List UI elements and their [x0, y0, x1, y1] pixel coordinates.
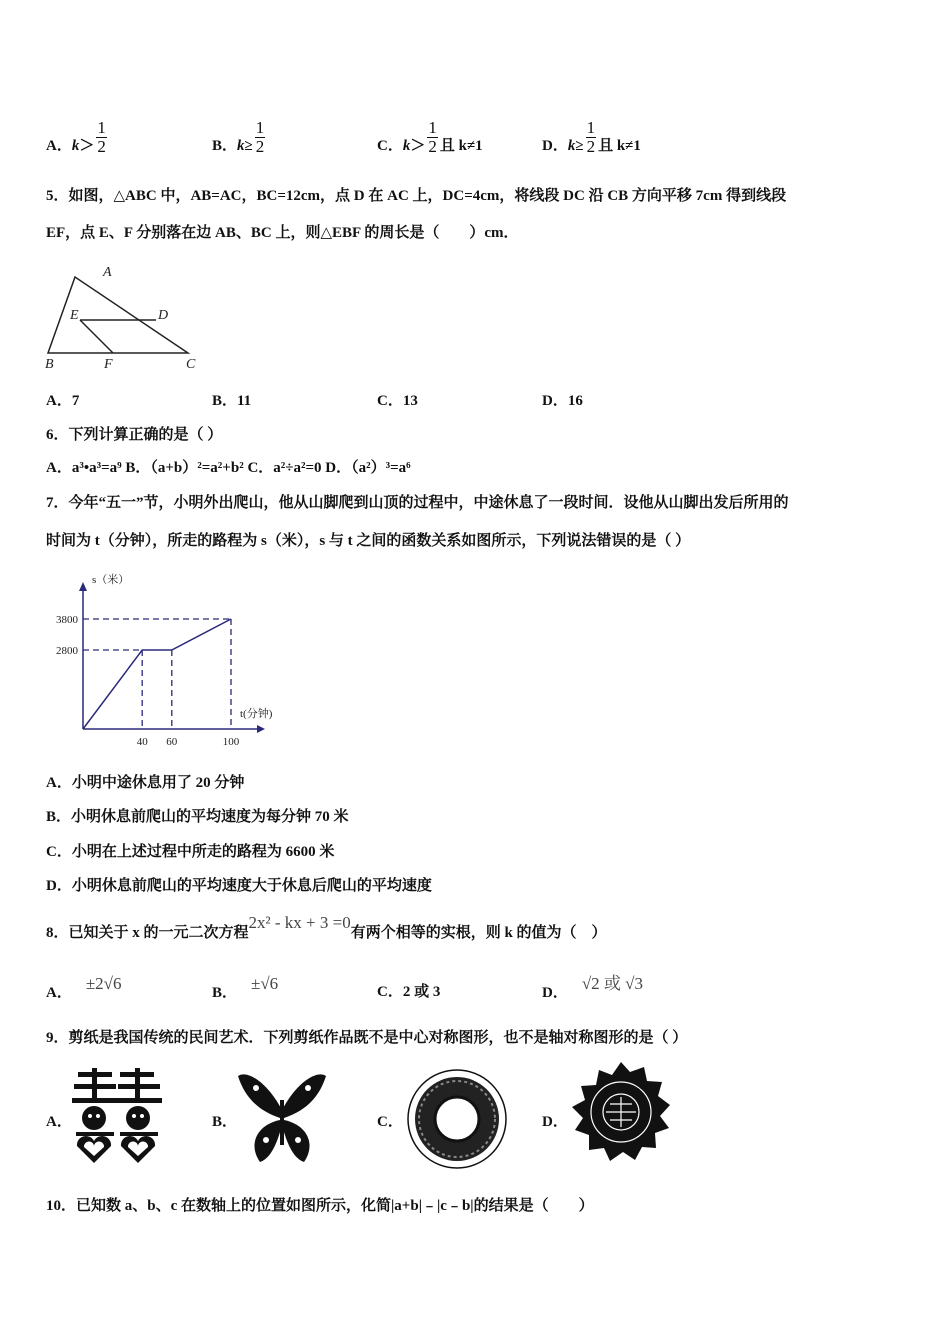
denominator: 2 [586, 137, 596, 156]
q7-option-d: D．小明休息前爬山的平均速度大于休息后爬山的平均速度 [46, 878, 432, 894]
q5-option-c: C．13 [377, 393, 418, 409]
numerator: 1 [255, 118, 265, 137]
q7-stem-line2: 时间为 t（分钟），所走的路程为 s（米），s 与 t 之间的函数关系如图所示，下列说法错误的是（ ） [46, 533, 691, 549]
double-happiness-papercut-image [72, 1068, 162, 1166]
q9-option-c: C． [377, 1114, 403, 1130]
q7-stem-line1: 7．今年“五一”节，小明外出爬山，他从山脚爬到山顶的过程中，中途休息了一段时间．设他从山脚出发后所用的 [46, 495, 789, 511]
variable-k: k [567, 137, 576, 154]
q4-option-c [377, 118, 483, 165]
condition: 且 k≠1 [598, 137, 641, 154]
option-letter: D． [542, 137, 568, 154]
option-letter: A． [46, 985, 72, 1001]
option-letter: C． [377, 137, 403, 154]
x-tick-label: 60 [166, 736, 178, 748]
option-letter: A． [46, 137, 72, 154]
y-axis-arrow [79, 582, 87, 591]
q4-option-d [542, 118, 641, 165]
q8-stem-b: 有两个相等的实根，则 k 的值为（ ） [350, 925, 607, 941]
label-f: F [104, 357, 113, 372]
label-b: B [45, 357, 54, 372]
q6-options: A．a³•a³=a⁹ B．（a+b）²=a²+b² C．a²÷a²=0 D．（a²）³=a⁶ [46, 460, 411, 476]
option-value: 2 或 3 [402, 984, 441, 1000]
denominator: 2 [97, 137, 106, 156]
label-a: A [103, 265, 112, 280]
x-axis-label: t(分钟) [240, 708, 273, 720]
y-tick-label: 2800 [56, 645, 78, 657]
q7-option-b: B．小明休息前爬山的平均速度为每分钟 70 米 [46, 809, 349, 825]
variable-k: k [402, 137, 411, 154]
operator: ≥ [575, 137, 584, 154]
q5-option-d: D．16 [542, 393, 583, 409]
butterfly-papercut-image [236, 1070, 328, 1166]
label-c: C [186, 357, 196, 372]
q8-stem-a: 8．已知关于 x 的一元二次方程 [46, 925, 249, 941]
q8-stem [46, 913, 607, 942]
q10-stem: 10．已知数 a、b、c 在数轴上的位置如图所示，化简|a+b|﹣|c﹣b|的结果是（ ） [46, 1198, 594, 1214]
x-axis-arrow [257, 725, 265, 733]
q5-option-b: B．11 [212, 393, 252, 409]
option-letter: B． [212, 985, 238, 1001]
numerator: 1 [97, 118, 106, 137]
q8-option-a [46, 974, 122, 1002]
operator: ＞ [79, 137, 95, 154]
q5-stem-line1: 5．如图，△ABC 中，AB=AC，BC=12cm，点 D 在 AC 上，DC=4cm，将线段 DC 沿 CB 方向平移 7cm 得到线段 [46, 188, 787, 204]
fraction-one-half [586, 119, 597, 156]
option-value: √2 或 √3 [581, 974, 644, 993]
fraction-one-half [427, 119, 438, 156]
x-tick-label: 40 [136, 736, 148, 748]
variable-k: k [237, 137, 245, 154]
y-tick-label: 3800 [56, 614, 78, 626]
numerator: 1 [428, 118, 437, 137]
series-line [83, 619, 231, 729]
operator: ＞ [410, 137, 426, 154]
option-letter: B． [212, 137, 238, 154]
ring-flower-papercut-image [406, 1068, 508, 1170]
denominator: 2 [428, 137, 437, 156]
round-pattern-papercut-image [570, 1062, 672, 1166]
q9-option-d: D． [542, 1114, 568, 1130]
q5-option-a: A．7 [46, 393, 80, 409]
q9-option-a: A． [46, 1114, 72, 1130]
denominator: 2 [255, 137, 265, 156]
q7-option-a: A．小明中途休息用了 20 分钟 [46, 775, 245, 791]
q8-option-d [542, 974, 644, 1002]
x-tick-label: 100 [222, 736, 240, 748]
operator: ≥ [244, 137, 253, 154]
q9-stem: 9．剪纸是我国传统的民间艺术．下列剪纸作品既不是中心对称图形，也不是轴对称图形的是（ ） [46, 1030, 688, 1046]
option-letter: C． [377, 984, 403, 1000]
q8-option-b [212, 974, 279, 1002]
q9-option-b: B． [212, 1114, 238, 1130]
q7-option-c: C．小明在上述过程中所走的路程为 6600 米 [46, 844, 335, 860]
variable-k: k [71, 137, 80, 154]
q8-equation: 2x² - kx + 3 =0 [248, 913, 351, 932]
option-value: ±2√6 [85, 974, 122, 993]
numerator: 1 [586, 118, 596, 137]
q8-option-c [377, 983, 440, 1001]
y-axis-label: s（米） [92, 574, 130, 586]
option-value: ±√6 [251, 974, 279, 993]
option-letter: D． [542, 985, 568, 1001]
condition: 且 k≠1 [439, 137, 483, 154]
label-d: D [158, 308, 169, 323]
q5-stem-line2: EF，点 E、F 分别落在边 AB、BC 上，则△EBF 的周长是（ ）cm． [46, 225, 519, 241]
label-e: E [70, 308, 79, 323]
distance-time-chart [0, 0, 300, 760]
q6-stem: 6．下列计算正确的是（ ） [46, 427, 223, 443]
